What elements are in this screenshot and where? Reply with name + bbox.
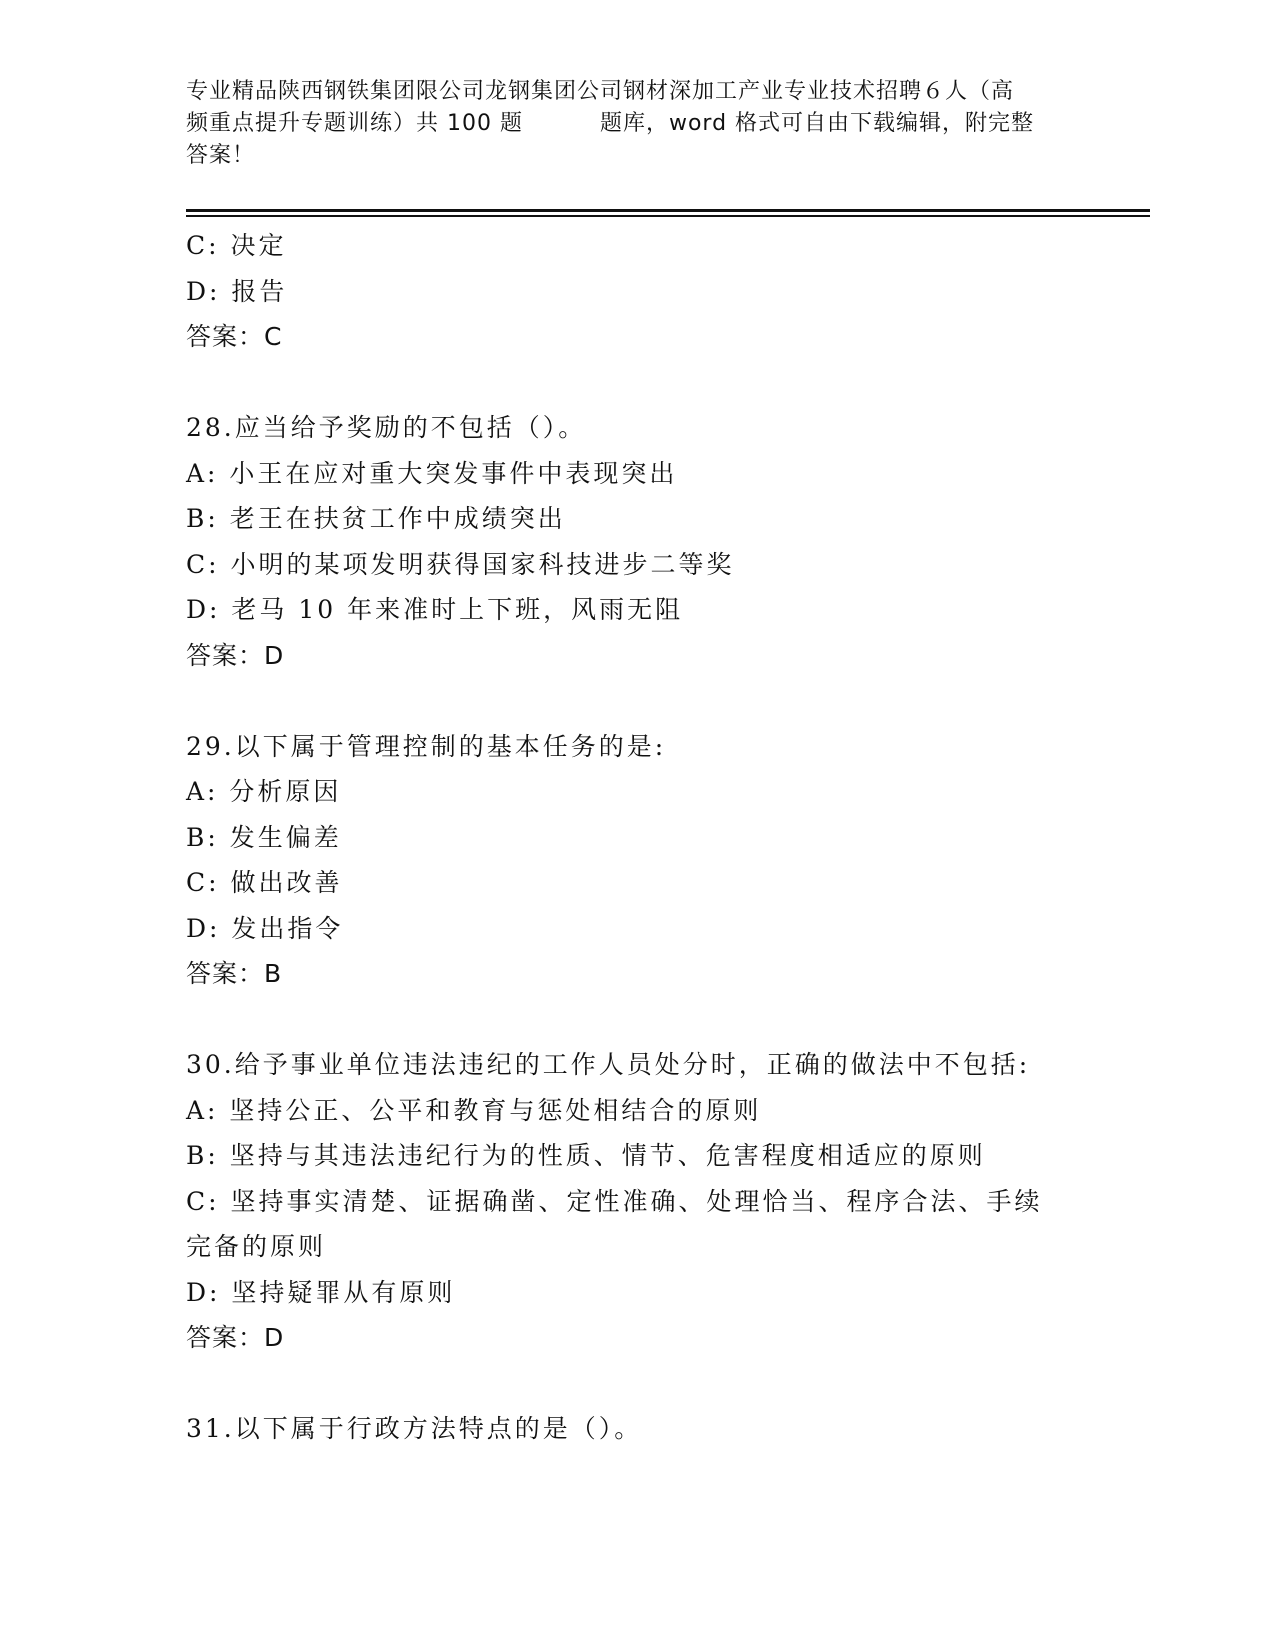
header-divider-thin	[186, 215, 1150, 217]
header-line-3: 答案！	[186, 143, 256, 168]
spacer	[186, 997, 1086, 1043]
option-c: C: 做出改善	[186, 868, 343, 897]
option-c: C: 小明的某项发明获得国家科技进步二等奖	[186, 549, 735, 579]
option-d: D: 报告	[186, 276, 288, 306]
question-stem: 28.应当给予奖励的不包括（）。	[186, 413, 587, 442]
spacer	[186, 360, 1086, 406]
header-divider-thick	[186, 209, 1150, 212]
option-d: D: 老马 10 年来准时上下班，风雨无阻	[186, 595, 684, 624]
document-header	[186, 76, 1086, 172]
option-d: D: 坚持疑罪从有原则	[186, 1277, 456, 1307]
answer: 答案：D	[186, 640, 285, 670]
option-b: B: 老王在扶贫工作中成绩突出	[186, 504, 566, 533]
answer: 答案：D	[186, 1323, 285, 1352]
question-stem: 29.以下属于管理控制的基本任务的是:	[186, 731, 667, 761]
option-d: D: 发出指令	[186, 913, 344, 943]
question-stem: 31.以下属于行政方法特点的是（）。	[186, 1414, 643, 1443]
spacer	[186, 678, 1086, 724]
header-line-1: 专业精品陕西钢铁集团限公司龙钢集团公司钢材深加工产业专业技术招聘６人（高	[186, 79, 1015, 104]
option-a: A: 小王在应对重大突发事件中表现突出	[186, 458, 678, 488]
option-c: C: 坚持事实清楚、证据确凿、定性准确、处理恰当、程序合法、手续	[186, 1186, 1043, 1216]
answer: 答案：B	[186, 959, 283, 988]
spacer	[186, 1361, 1086, 1407]
option-a: A: 坚持公正、公平和教育与惩处相结合的原则	[186, 1095, 762, 1125]
answer: 答案：C	[186, 322, 283, 351]
header-line-2: 频重点提升专题训练）共 100 题 题库，word 格式可自由下载编辑，附完整	[186, 111, 1035, 136]
question-stem: 30.给予事业单位违法违纪的工作人员处分时，正确的做法中不包括:	[186, 1050, 1031, 1079]
option-a: A: 分析原因	[186, 777, 342, 806]
option-b: B: 发生偏差	[186, 822, 342, 852]
option-b: B: 坚持与其违法违纪行为的性质、情节、危害程度相适应的原则	[186, 1141, 986, 1170]
option-c-continued: 完备的原则	[186, 1232, 327, 1261]
question-list	[186, 223, 1086, 1452]
option-c: C: 决定	[186, 231, 287, 260]
